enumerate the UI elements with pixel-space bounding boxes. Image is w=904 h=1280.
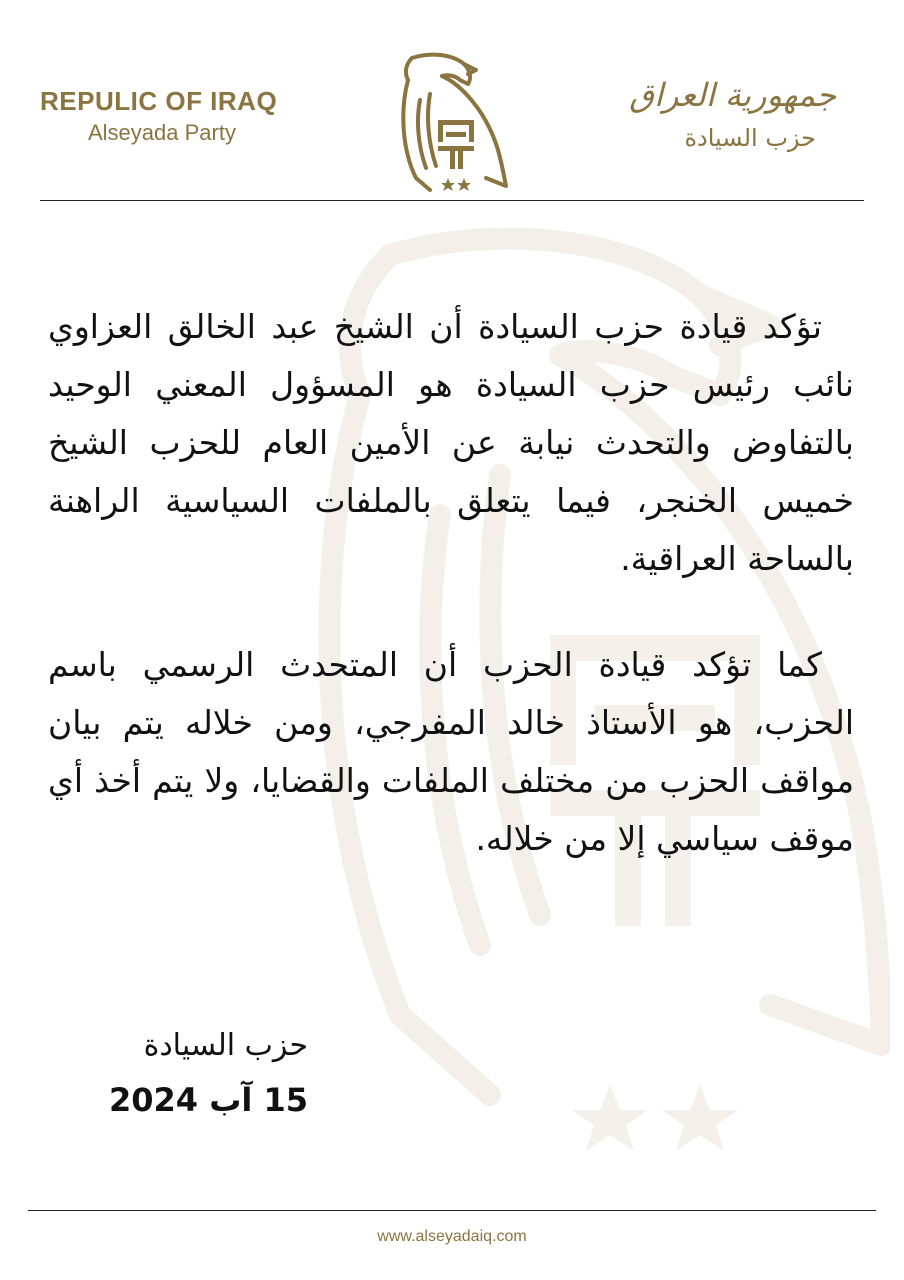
signature-party: حزب السيادة [143, 1028, 308, 1063]
header-arabic [616, 70, 836, 156]
country-name-en: REPULIC OF IRAQ [40, 86, 278, 116]
country-name-ar: جمهورية العراق [629, 76, 836, 114]
party-name-ar: حزب السيادة [684, 124, 816, 152]
header-english [40, 84, 340, 148]
statement-body [48, 298, 854, 868]
statement-paragraph-1: تؤكد قيادة حزب السيادة أن الشيخ عبد الخالق العزاوي نائب رئيس حزب السيادة هو المسؤول المعني الوحيد بالتفاوض والتحدث نيابة عن الأمين العام للحزب الشيخ خميس الخنجر، فيما يتعلق بالملفات السياسية الراهنة بالساحة العراقية. [48, 307, 854, 578]
signature-date: 15 آب 2024 [109, 1081, 308, 1119]
website-link[interactable]: www.alseyadaiq.com [377, 1228, 527, 1245]
statement-paragraph-2: كما تؤكد قيادة الحزب أن المتحدث الرسمي باسم الحزب، هو الأستاذ خالد المفرجي، ومن خلاله يتم بيان مواقف الحزب من مختلف الملفات والقضايا، ولا يتم أخذ أي موقف سياسي إلا من خلاله. [48, 645, 854, 858]
eagle-emblem-icon [390, 50, 514, 195]
footer-divider [28, 1210, 876, 1211]
header-divider [40, 200, 864, 201]
party-name-en: Alseyada Party [88, 120, 236, 145]
signature-block [108, 1018, 308, 1126]
